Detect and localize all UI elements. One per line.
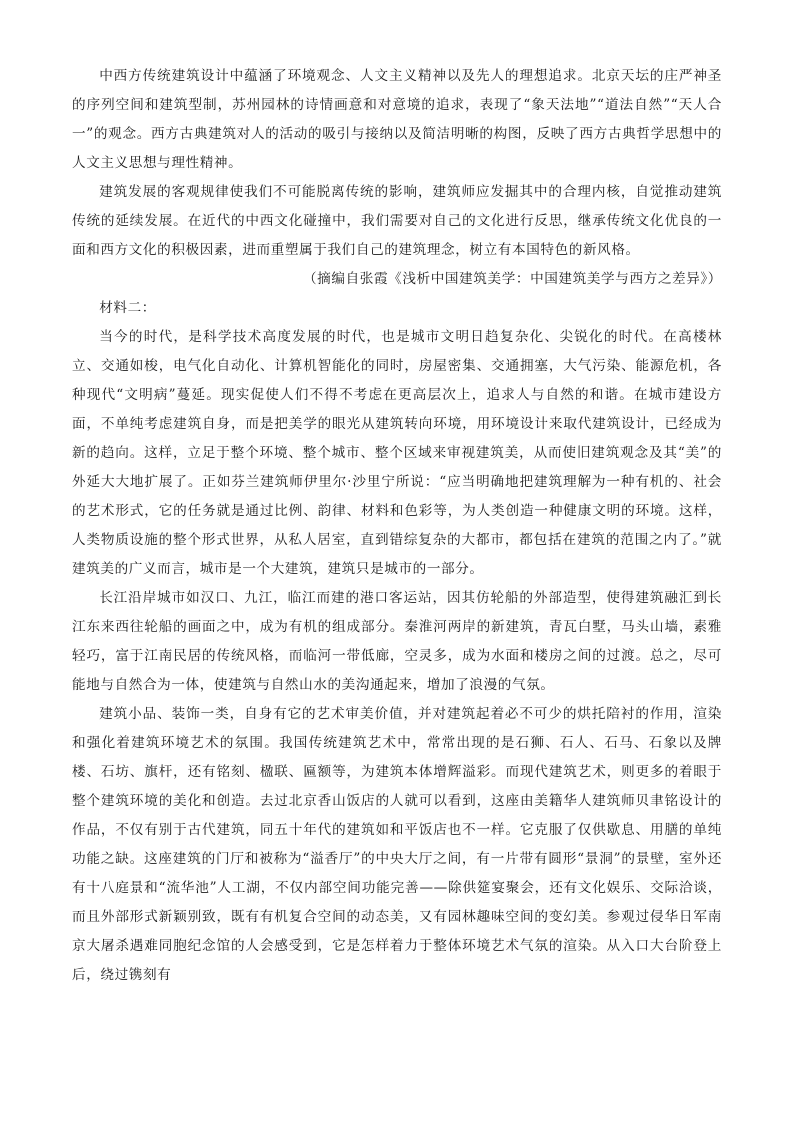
citation: （摘编自张霞《浅析中国建筑美学：中国建筑美学与西方之差异》） xyxy=(302,271,722,287)
paragraph-environment-concepts: 中西方传统建筑设计中蕴涵了环境观念、人文主义精神以及先人的理想追求。北京天坛的庄严神圣的序列空间和建筑型制，苏州园林的诗情画意和对意境的追求，表现了“象天法地”“道法自然”“天人合一”的观念。西方古典建筑对人的活动的吸引与接纳以及简洁明晰的构图，反映了西方古典哲学思想中的人文主义思想与理性精神。 xyxy=(72,68,722,171)
material-two-heading: 材料二： xyxy=(99,300,156,316)
paragraph-yangtze-cities: 长江沿岸城市如汉口、九江，临江而建的港口客运站，因其仿轮船的外部造型，使得建筑融汇到长江东来西往轮船的画面之中，成为有机的组成部分。秦淮河两岸的新建筑，青瓦白墅，马头山墙，素雅轻巧，富于江南民居的传统风格，而临河一带低廊，空灵多，成为水面和楼房之间的过渡。总之，尽可能地与自然合为一体，使建筑与自然山水的美沟通起来，增加了浪漫的气氛。 xyxy=(72,590,722,693)
paragraph-modern-era: 当今的时代，是科学技术高度发展的时代，也是城市文明日趋复杂化、尖锐化的时代。在高楼林立、交通如梭，电气化自动化、计算机智能化的同时，房屋密集、交通拥塞，大气污染、能源危机，各种现代“文明病”蔓延。现实促使人们不得不考虑在更高层次上，追求人与自然的和谐。在城市建设方面，不单纯考虑建筑自身，而是把美学的眼光从建筑转向环境，用环境设计来取代建筑设计，已经成为新的趋向。这样，立足于整个环境、整个城市、整个区域来审视建筑美，从而使旧建筑观念及其“美”的外延大大地扩展了。正如芬兰建筑师伊里尔·沙里宁所说：“应当明确地把建筑理解为一种有机的、社会的艺术形式，它的任务就是通过比例、韵律、材料和色彩等，为人类创造一种健康文明的环境。这样，人类物质设施的整个形式世界，从私人居室，直到错综复杂的大都市，都包括在建筑的范围之内了。”就建筑美的广义而言，城市是一个大建筑，建筑只是城市的一部分。 xyxy=(72,329,722,577)
document-page xyxy=(72,62,722,990)
paragraph-architectural-ornaments: 建筑小品、装饰一类，自身有它的艺术审美价值，并对建筑起着必不可少的烘托陪衬的作用，渲染和强化着建筑环境艺术的氛围。我国传统建筑艺术中，常常出现的是石狮、石人、石马、石象以及牌楼、石坊、旗杆，还有铭刻、楹联、匾额等，为建筑本体增辉溢彩。而现代建筑艺术，则更多的着眼于整个建筑环境的美化和创造。去过北京香山饭店的人就可以看到，这座由美籍华人建筑师贝聿铭设计的作品，不仅有别于古代建筑，同五十年代的建筑如和平饭店也不一样。它克服了仅供歇息、用膳的单纯功能之缺。这座建筑的门厅和被称为“溢香厅”的中央大厅之间，有一片带有圆形“景洞”的景壁，室外还有十八庭景和“流华池”人工湖，不仅内部空间功能完善——除供筵宴聚会，还有文化娱乐、交际洽谈，而且外部形式新颖别致，既有有机复合空间的动态美，又有园林趣味空间的变幻美。参观过侵华日军南京大屠杀遇难同胞纪念馆的人会感受到，它是怎样着力于整体环境艺术气氛的渲染。从入口大台阶登上后，绕过镌刻有 xyxy=(72,706,722,983)
paragraph-architectural-development: 建筑发展的客观规律使我们不可能脱离传统的影响，建筑师应发掘其中的合理内核，自觉推动建筑传统的延续发展。在近代的中西文化碰撞中，我们需要对自己的文化进行反思，继承传统文化优良的一面和西方文化的积极因素，进而重塑属于我们自己的建筑理念，树立有本国特色的新风格。 xyxy=(72,184,722,258)
